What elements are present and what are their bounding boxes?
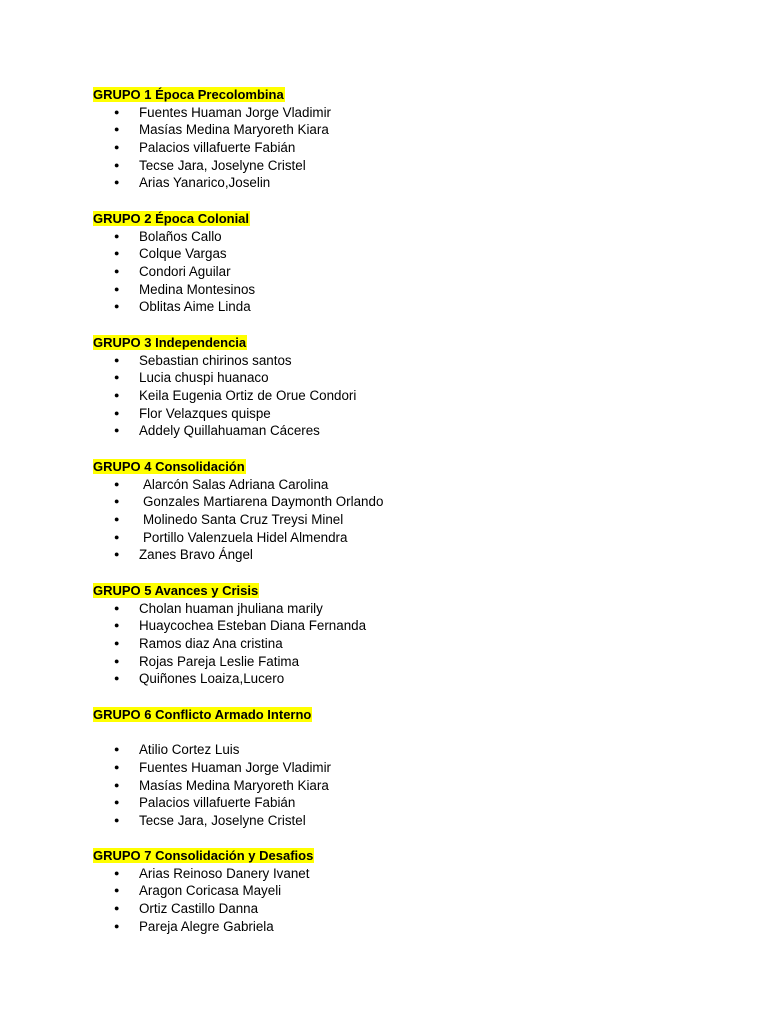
list-item [93,281,256,299]
bullet-icon: ● [114,354,120,365]
list-item [93,653,300,671]
bullet-icon: ● [114,761,120,772]
blank-line [93,724,312,742]
bullet-icon: ● [114,159,120,170]
bullet-icon: ● [114,637,120,648]
member-name: Oblitas Aime Linda [139,299,251,315]
bullet-icon: ● [114,301,120,312]
member-name: Rojas Pareja Leslie Fatima [139,653,300,669]
list-item [93,104,332,122]
bullet-icon: ● [114,549,120,560]
member-name: Lucia chuspi huanaco [139,370,269,386]
list-item [93,405,271,423]
list-item [93,865,314,883]
bullet-icon: ● [114,602,120,613]
bullet-icon: ● [114,744,120,755]
list-item [93,617,367,635]
member-name: Ortiz Castillo Danna [139,900,259,916]
bullet-icon: ● [114,496,120,507]
member-name: Fuentes Huaman Jorge Vladimir [139,759,332,775]
member-name: Molinedo Santa Cruz Treysi Minel [143,511,344,527]
list-item [93,759,332,777]
list-item [93,882,314,900]
list-item [93,511,344,529]
list-item [93,352,292,370]
bullet-icon: ● [114,797,120,808]
bullet-icon: ● [114,513,120,524]
group-heading: GRUPO 3 Independencia [93,335,247,350]
group-3 [93,334,357,440]
list-item [93,529,348,547]
list-item [93,600,323,618]
list-item [93,121,329,139]
list-item [93,670,285,688]
member-name: Arias Yanarico,Joselin [139,175,271,191]
list-item [93,635,283,653]
list-item [93,263,250,281]
group-heading: GRUPO 1 Época Precolombina [93,87,284,102]
bullet-icon: ● [114,673,120,684]
member-name: Ramos diaz Ana cristina [139,635,283,651]
list-item [93,174,285,192]
bullet-icon: ● [114,779,120,790]
group-2 [93,210,256,316]
member-name: Masías Medina Maryoreth Kiara [139,777,329,793]
member-name: Portillo Valenzuela Hidel Almendra [143,529,348,545]
group-4 [93,458,384,564]
bullet-icon: ● [114,655,120,666]
group-1 [93,86,332,192]
list-item [93,245,250,263]
member-name: Palacios villafuerte Fabián [139,795,296,811]
bullet-icon: ● [114,531,120,542]
bullet-icon: ● [114,372,120,383]
member-name: Bolaños Callo [139,228,222,244]
group-heading: GRUPO 5 Avances y Crisis [93,583,259,598]
bullet-icon: ● [114,885,120,896]
list-item [93,741,312,759]
list-item [93,139,296,157]
group-6 [93,706,332,830]
member-name: Tecse Jara, Joselyne Cristel [139,812,306,828]
bullet-icon: ● [114,902,120,913]
member-name: Masías Medina Maryoreth Kiara [139,122,329,138]
bullet-icon: ● [114,814,120,825]
list-item [93,546,253,564]
list-item [93,157,306,175]
group-heading: GRUPO 6 Conflicto Armado Interno [93,707,312,722]
list-item [93,777,329,795]
bullet-icon: ● [114,283,120,294]
member-name: Flor Velazques quispe [139,405,271,421]
list-item [93,369,269,387]
member-name: Zanes Bravo Ángel [139,547,253,563]
bullet-icon: ● [114,407,120,418]
bullet-icon: ● [114,248,120,259]
member-name: Atilio Cortez Luis [139,742,240,758]
bullet-icon: ● [114,124,120,135]
member-name: Alarcón Salas Adriana Carolina [143,476,329,492]
list-item [93,812,312,830]
list-item [93,387,357,405]
list-item [93,794,312,812]
member-name: Tecse Jara, Joselyne Cristel [139,157,306,173]
member-name: Colque Vargas [139,246,227,262]
member-name: Aragon Coricasa Mayeli [139,883,282,899]
member-list [93,476,384,564]
member-name: Medina Montesinos [139,281,256,297]
member-name: Quiñones Loaiza,Lucero [139,671,285,687]
list-item [93,918,314,936]
bullet-icon: ● [114,867,120,878]
member-name: Arias Reinoso Danery Ivanet [139,865,310,881]
bullet-icon: ● [114,478,120,489]
member-name: Pareja Alegre Gabriela [139,918,274,934]
member-list [93,600,367,688]
member-name: Cholan huaman jhuliana marily [139,600,323,616]
group-heading: GRUPO 7 Consolidación y Desafios [93,848,314,863]
member-name: Fuentes Huaman Jorge Vladimir [139,104,332,120]
member-name: Condori Aguilar [139,263,231,279]
bullet-icon: ● [114,106,120,117]
list-item [93,298,250,316]
member-list [93,228,256,316]
member-list [93,865,314,936]
bullet-icon: ● [114,230,120,241]
group-heading: GRUPO 2 Época Colonial [93,211,250,226]
bullet-icon: ● [114,389,120,400]
group-5 [93,582,367,688]
member-list [93,352,357,440]
member-list [93,741,332,829]
list-item [93,900,314,918]
list-item [93,422,320,440]
list-item [93,493,384,511]
member-name: Keila Eugenia Ortiz de Orue Condori [139,387,357,403]
member-name: Addely Quillahuaman Cáceres [139,423,320,439]
member-name: Sebastian chirinos santos [139,352,292,368]
bullet-icon: ● [114,620,120,631]
bullet-icon: ● [114,425,120,436]
group-7 [93,847,314,935]
list-item [93,476,329,494]
list-item [93,228,250,246]
group-heading: GRUPO 4 Consolidación [93,459,245,474]
member-name: Gonzales Martiarena Daymonth Orlando [143,494,384,510]
bullet-icon: ● [114,920,120,931]
bullet-icon: ● [114,265,120,276]
bullet-icon: ● [114,177,120,188]
member-list [93,104,332,192]
bullet-icon: ● [114,141,120,152]
member-name: Palacios villafuerte Fabián [139,139,296,155]
member-name: Huaycochea Esteban Diana Fernanda [139,618,367,634]
